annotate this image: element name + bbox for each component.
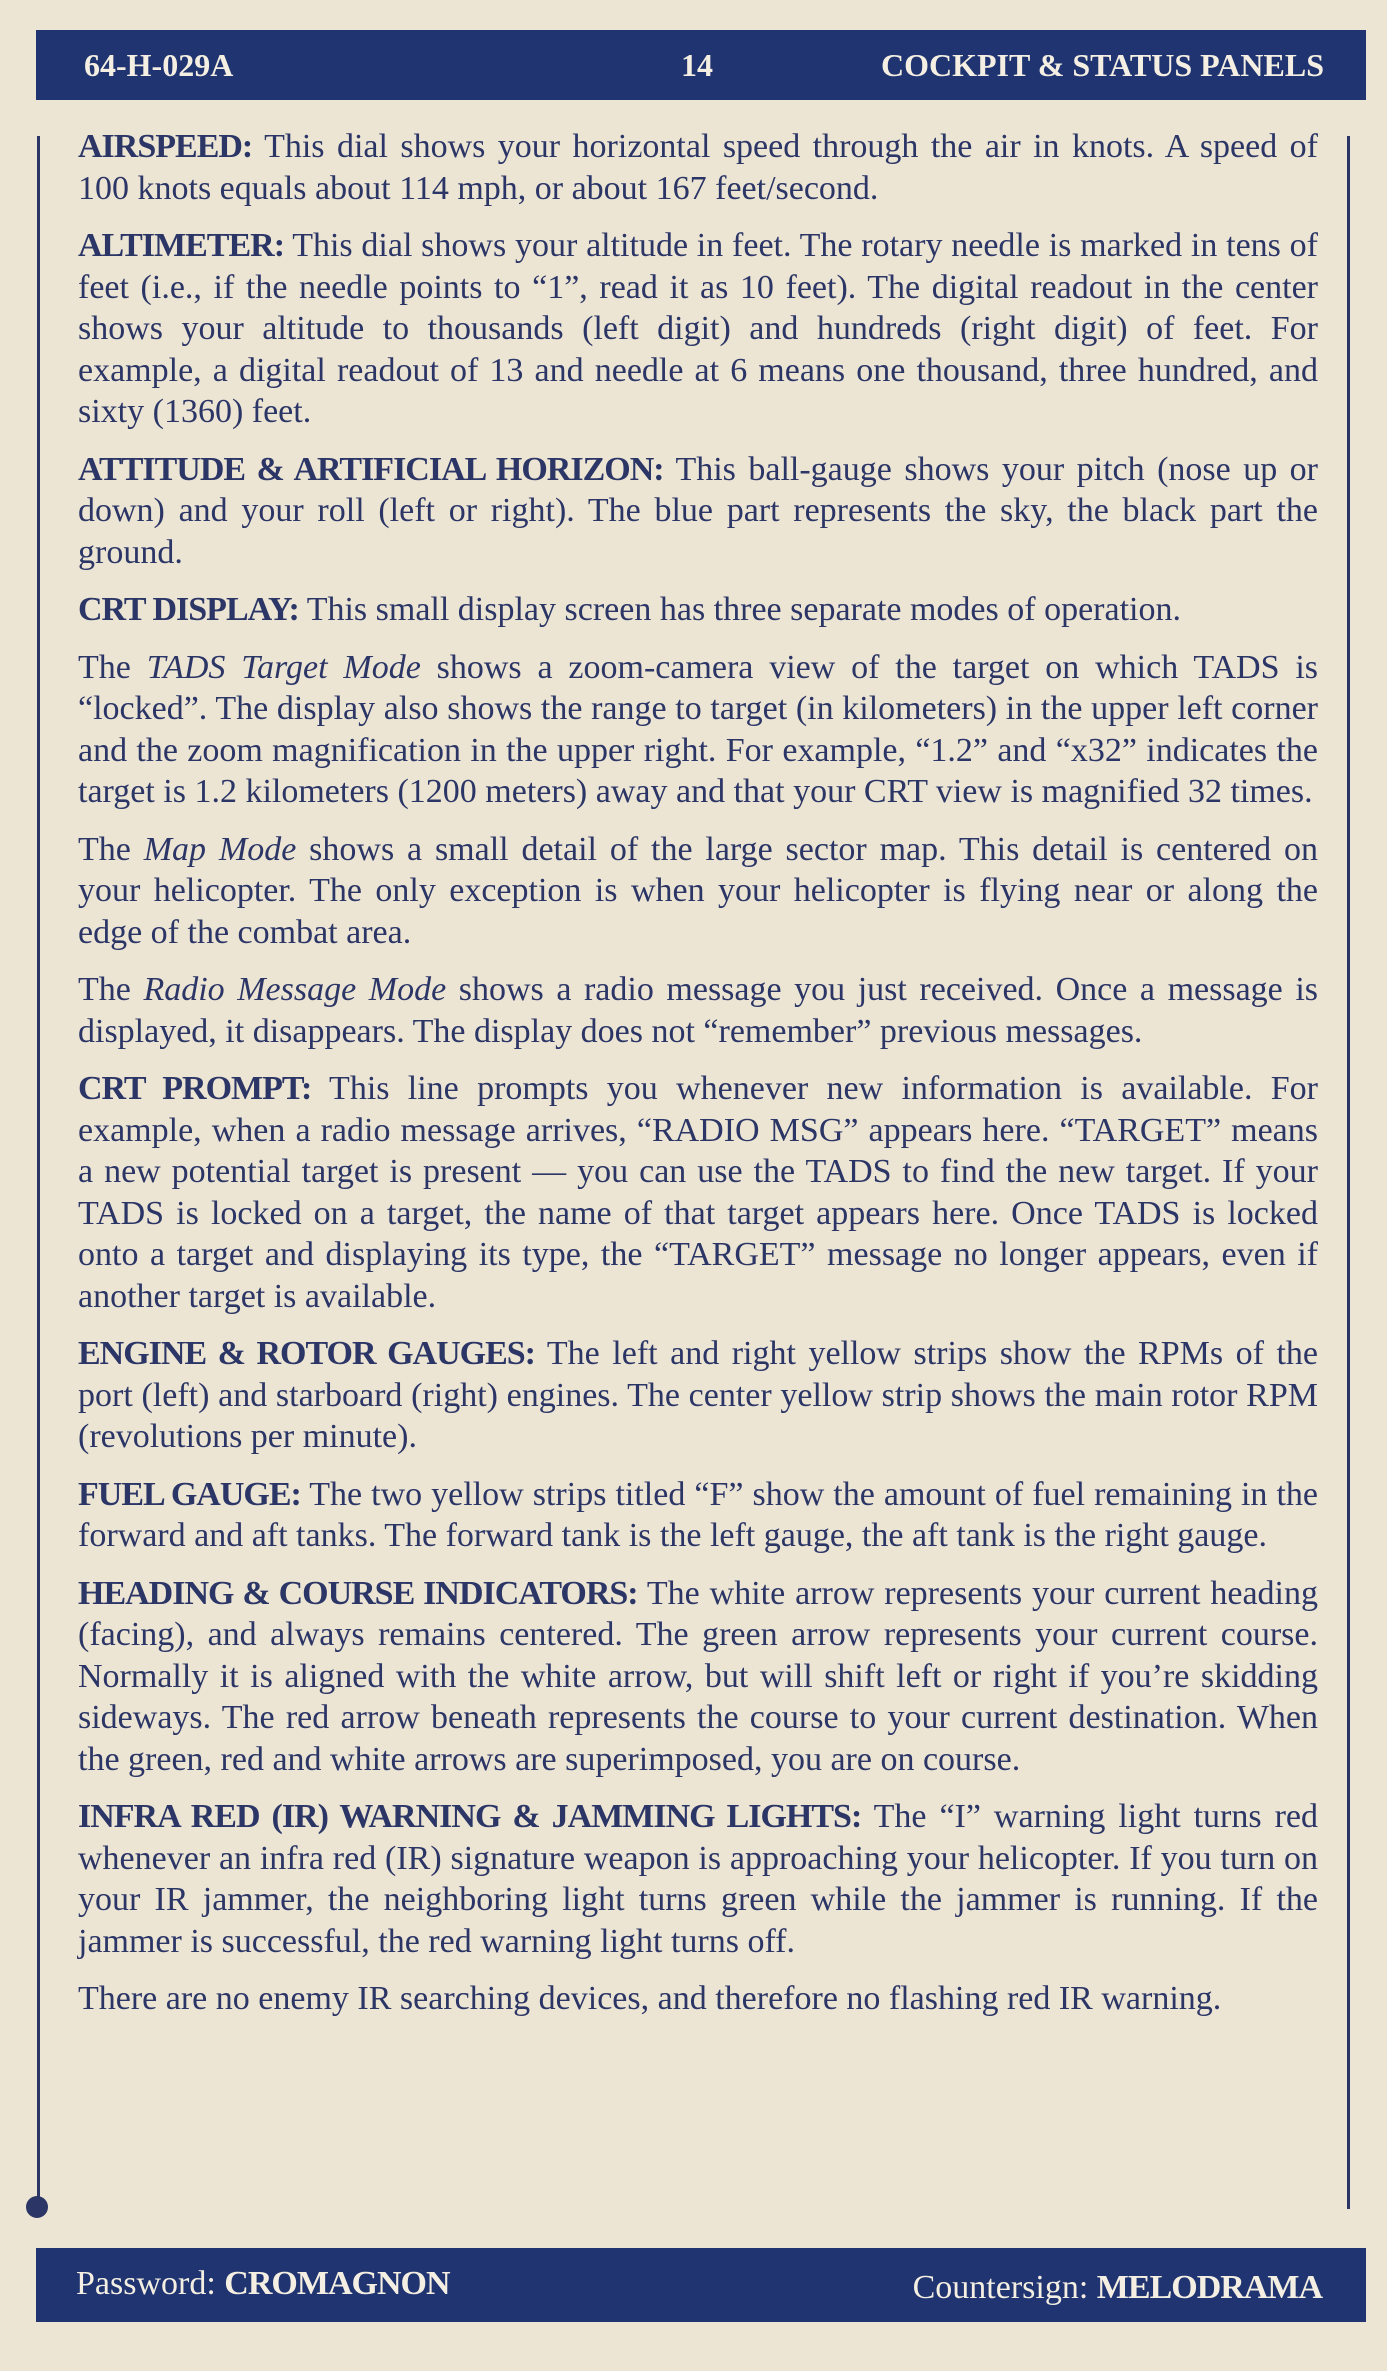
ir-note-paragraph — [78, 1978, 1318, 2020]
altimeter-term: ALTIMETER: — [78, 227, 285, 264]
heading-course-term: HEADING & COURSE INDICATORS: — [78, 1574, 638, 1612]
page-number: 14 — [681, 47, 713, 83]
attitude-paragraph — [78, 449, 1318, 574]
heading-course-paragraph — [78, 1573, 1318, 1781]
crt-display-term: CRT DISPLAY: — [78, 591, 299, 628]
tads-mode-text: shows a zoom-camera view of the target on which TADS is “locked”. The display also shows the range to target (in kilometers) in the upper left corner and the zoom magnification in the upper right. For example, “1.2” and “x32” indicates the target is 1.2 kilometers (1200 meters) away and that your CRT view is magnified 32 times. — [78, 648, 1319, 810]
fuel-gauge-term: FUEL GAUGE: — [78, 1475, 301, 1513]
radio-mode-text: shows a radio message you just received. Once a message is displayed, it disappears. The display does not “remember” previous messages. — [78, 971, 1318, 1050]
countersign-label: Countersign: — [912, 2269, 1097, 2306]
altimeter-paragraph — [78, 225, 1318, 433]
attitude-term: ATTITUDE & ARTIFICIAL HORIZON: — [78, 450, 664, 488]
right-margin-rule — [1347, 136, 1350, 2209]
airspeed-text: This dial shows your horizontal speed through the air in knots. A speed of 100 knots equals about 114 mph, or about 167 feet/second. — [78, 128, 1318, 207]
infrared-term: INFRA RED (IR) WARNING & JAMMING LIGHTS: — [78, 1798, 862, 1835]
radio-mode-paragraph — [78, 969, 1318, 1052]
page-header — [36, 30, 1366, 100]
crt-display-paragraph — [78, 589, 1318, 631]
infrared-paragraph — [78, 1796, 1318, 1962]
fuel-gauge-paragraph — [78, 1474, 1318, 1557]
crt-prompt-term: CRT PROMPT: — [78, 1070, 312, 1107]
countersign-line — [913, 2269, 1322, 2307]
heading-course-text: The white arrow represents your current heading (facing), and always remains centered. The green arrow represents your current course. Normally it is aligned with the white arrow, but will shift left or right if you’re skidding sideways. The red arrow beneath represents the course to your current destination. When the green, red and white arrows are superimposed, you are on course. — [78, 1574, 1319, 1778]
radio-mode-name: Radio Message Mode — [143, 971, 447, 1008]
tads-mode-pre: The — [78, 648, 147, 686]
engine-rotor-term: ENGINE & ROTOR GAUGES: — [78, 1335, 535, 1372]
airspeed-term: AIRSPEED: — [78, 128, 253, 165]
manual-body — [78, 126, 1318, 2036]
password-label: Password: — [76, 2265, 225, 2302]
fuel-gauge-text: The two yellow strips titled “F” show the amount of fuel remaining in the forward and aft tanks. The forward tank is the left gauge, the aft tank is the right gauge. — [78, 1475, 1318, 1554]
crt-prompt-text: This line prompts you whenever new information is available. For example, when a radio message arrives, “RADIO MSG” appears here. “TARGET” means a new potential target is present — you can use the TADS to find the new target. If your TADS is locked on a target, the name of that target appears here. Once TADS is locked onto a target and displaying its type, the “TARGET” message no longer appears, even if another target is available. — [78, 1070, 1318, 1315]
engine-rotor-text: The left and right yellow strips show the RPMs of the port (left) and starboard (right) engines. The center yellow strip shows the main rotor RPM (revolutions per minute). — [78, 1335, 1318, 1455]
password-line — [76, 2265, 450, 2303]
left-margin-rule — [37, 136, 40, 2209]
altimeter-text: This dial shows your altitude in feet. The rotary needle is marked in tens of feet (i.e., if the needle points to “1”, read it as 10 feet). The digital readout in the center shows your altitude to thousands (left digit) and hundreds (right digit) of feet. For example, a digital readout of 13 and needle at 6 means one thousand, three hundred, and sixty (1360) feet. — [78, 227, 1318, 430]
tads-mode-name: TADS Target Mode — [146, 648, 421, 686]
page-footer — [36, 2248, 1366, 2322]
airspeed-paragraph — [78, 126, 1318, 209]
ir-note-text: There are no enemy IR searching devices, and therefore no flashing red IR warning. — [78, 1980, 1222, 2017]
map-mode-name: Map Mode — [143, 830, 297, 868]
crt-display-text: This small display screen has three separate modes of operation. — [298, 591, 1181, 628]
password-value: CROMAGNON — [224, 2265, 450, 2302]
document-code: 64-H-029A — [84, 47, 234, 83]
countersign-value: MELODRAMA — [1096, 2269, 1322, 2306]
tads-mode-paragraph — [78, 647, 1318, 813]
attitude-text: This ball-gauge shows your pitch (nose up or down) and your roll (left or right). The blue part represents the sky, the black part the ground. — [78, 450, 1318, 571]
section-title: COCKPIT & STATUS PANELS — [880, 47, 1324, 83]
crt-prompt-paragraph — [78, 1068, 1318, 1317]
map-mode-pre: The — [78, 830, 144, 868]
map-mode-text: shows a small detail of the large sector map. This detail is centered on your helicopter. The only exception is when your helicopter is flying near or along the edge of the combat area. — [78, 830, 1319, 951]
map-mode-paragraph — [78, 829, 1318, 954]
infrared-text: The “I” warning light turns red whenever an infra red (IR) signature weapon is approaching your helicopter. If you turn on your IR jammer, the neighboring light turns green while the jammer is running. If the jammer is successful, the red warning light turns off. — [78, 1798, 1318, 1960]
margin-bullet-dot — [26, 2196, 48, 2218]
engine-rotor-paragraph — [78, 1333, 1318, 1458]
radio-mode-pre: The — [78, 971, 144, 1008]
